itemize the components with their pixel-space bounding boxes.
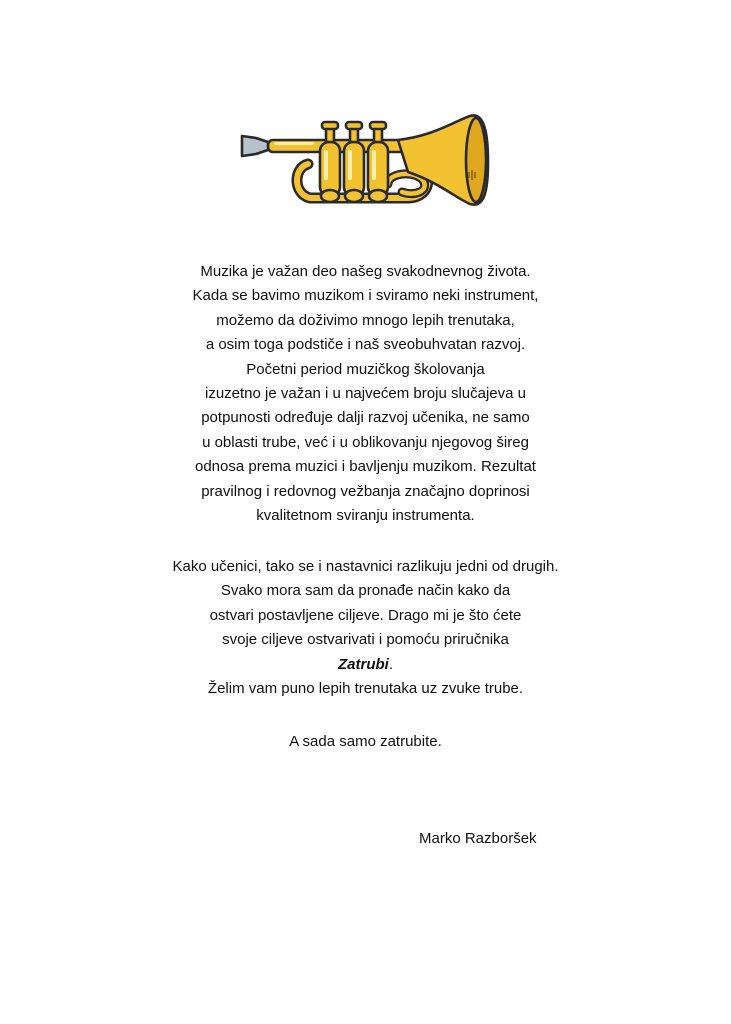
text-line: A sada samo zatrubite. xyxy=(289,733,442,750)
text-line: a osim toga podstiče i naš sveobuhvatan razvoj. xyxy=(205,336,526,354)
text-line: Svako mora sam da pronađe način kako da xyxy=(220,582,511,600)
book-title-line xyxy=(0,653,731,677)
text-line: Kada se bavimo muzikom i sviramo neki instrument, xyxy=(192,287,539,305)
trumpet-icon xyxy=(238,112,492,222)
book-title-suffix: . xyxy=(388,655,393,673)
final-line xyxy=(0,730,731,754)
text-line: svoje ciljeve ostvarivati i pomoću priručnika xyxy=(222,631,509,649)
text-line: izuzetno je važan i u najvećem broju slučajeva u xyxy=(204,385,526,403)
second-paragraph xyxy=(0,555,731,701)
book-title: Zatrubi xyxy=(337,655,389,673)
text-line: Želim vam puno lepih trenutaka uz zvuke trube. xyxy=(207,680,524,698)
text-line: ostvari postavljene ciljeve. Drago mi je što ćete xyxy=(209,606,522,624)
text-line: možemo da doživimo mnogo lepih trenutaka, xyxy=(216,311,515,329)
text-line: pravilnog i redovnog vežbanja značajno doprinosi xyxy=(201,482,530,500)
text-line: Muzika je važan deo našeg svakodnevnog života. xyxy=(200,263,531,280)
text-line: Kako učenici, tako se i nastavnici razlikuju jedni od drugih. xyxy=(172,558,559,575)
text-line: odnosa prema muzici i bavljenju muzikom. Rezultat xyxy=(195,458,536,476)
intro-paragraph xyxy=(0,260,731,528)
text-line: u oblasti trube, već i u oblikovanju njegovog šireg xyxy=(202,433,529,451)
signature: Marko Razboršek xyxy=(419,830,537,847)
text-line: kvalitetnom sviranju instrumenta. xyxy=(256,507,475,525)
text-line: potpunosti određuje dalji razvoj učenika, ne samo xyxy=(201,409,530,427)
text-line: Početni period muzičkog školovanja xyxy=(246,360,485,378)
